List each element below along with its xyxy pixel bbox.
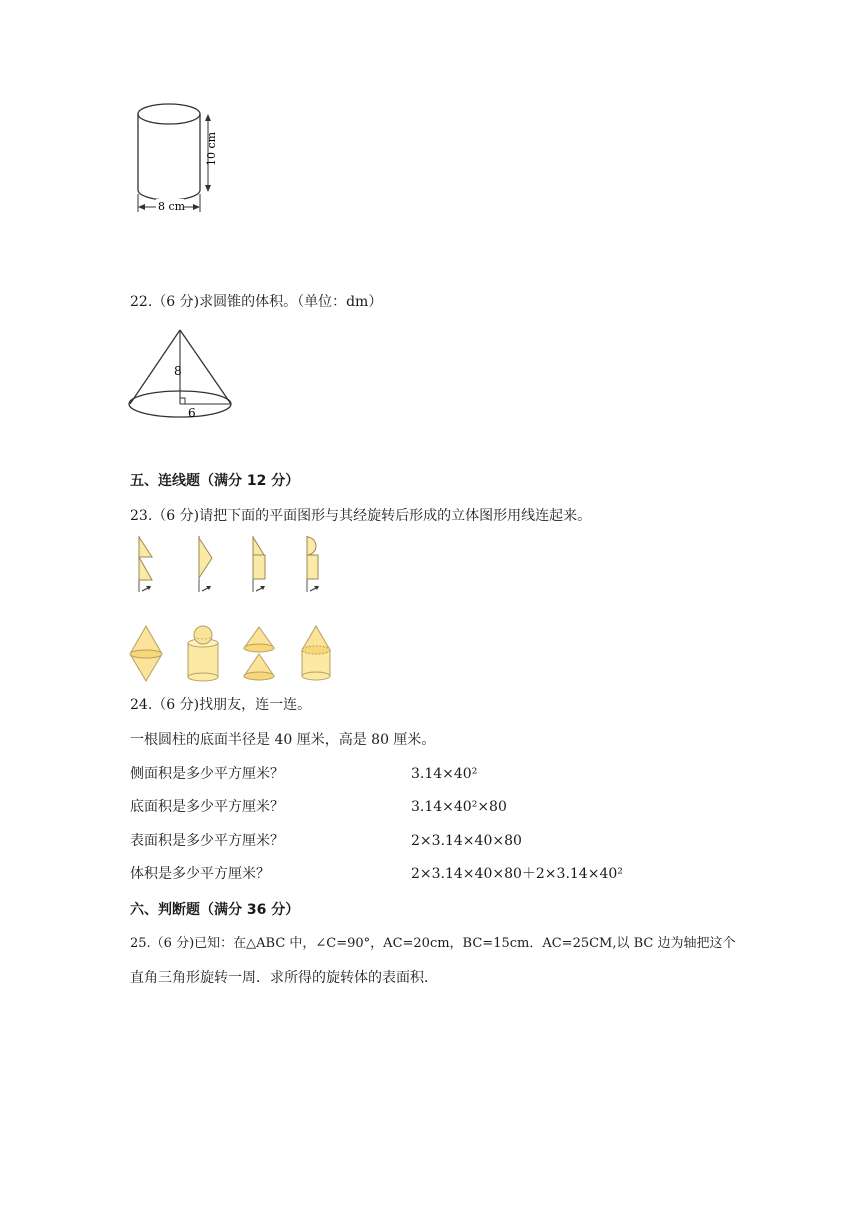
question-24-text: 24.（6 分)找朋友，连一连。 xyxy=(130,697,312,713)
match-question-4: 体积是多少平方厘米？ xyxy=(130,866,270,882)
section-6-title: 六、判断题（满分 36 分） xyxy=(130,902,300,918)
cone-height-label: 8 xyxy=(174,364,182,378)
solid-figure-sphere-cylinder xyxy=(188,626,218,681)
plane-figure-4-semicircle-rect xyxy=(307,536,319,592)
match-answer-4: 2×3.14×40×80＋2×3.14×40² xyxy=(411,866,623,882)
match-answer-2: 3.14×40²×80 xyxy=(411,799,507,815)
match-answer-1: 3.14×40² xyxy=(411,766,478,782)
question-25-line-2: 直角三角形旋转一周．求所得的旋转体的表面积． xyxy=(130,970,438,986)
cylinder-bottom-arc xyxy=(138,190,200,200)
solid-figure-stacked-cones xyxy=(244,627,274,680)
question-25-line-1: 25.（6 分)已知：在△ABC 中，∠C=90°，AC=20cm，BC=15cm．AC=25CM,以 BC 边为轴把这个 xyxy=(130,936,736,951)
cone-diagram xyxy=(128,327,240,423)
question-23-text: 23.（6 分)请把下面的平面图形与其经旋转后形成的立体图形用线连起来。 xyxy=(130,508,592,524)
cylinder-diameter-label: 8 cm xyxy=(158,200,186,213)
plane-figure-3-triangle-rect xyxy=(253,536,265,592)
match-question-3: 表面积是多少平方厘米？ xyxy=(130,833,284,849)
cylinder-diagram xyxy=(128,98,228,220)
match-question-1: 侧面积是多少平方厘米？ xyxy=(130,766,284,782)
cone-radius-label: 6 xyxy=(188,406,196,420)
match-answer-3: 2×3.14×40×80 xyxy=(411,833,522,849)
solid-figure-double-cone xyxy=(130,626,162,681)
solid-figure-cone-cylinder xyxy=(302,626,330,680)
section-5-title: 五、连线题（满分 12 分） xyxy=(130,473,300,489)
plane-figure-1-double-triangle xyxy=(139,536,152,592)
cylinder-top-ellipse xyxy=(138,104,200,124)
cylinder-height-label: 10 cm xyxy=(205,131,218,166)
match-question-2: 底面积是多少平方厘米？ xyxy=(130,799,284,815)
question-24-intro: 一根圆柱的底面半径是 40 厘米，高是 80 厘米。 xyxy=(130,732,436,748)
plane-figures-row xyxy=(126,534,346,600)
solid-figures-row xyxy=(126,624,346,686)
plane-figure-2-triangle xyxy=(199,536,212,592)
question-22-text: 22.（6 分)求圆锥的体积。（单位：dm） xyxy=(130,294,383,310)
